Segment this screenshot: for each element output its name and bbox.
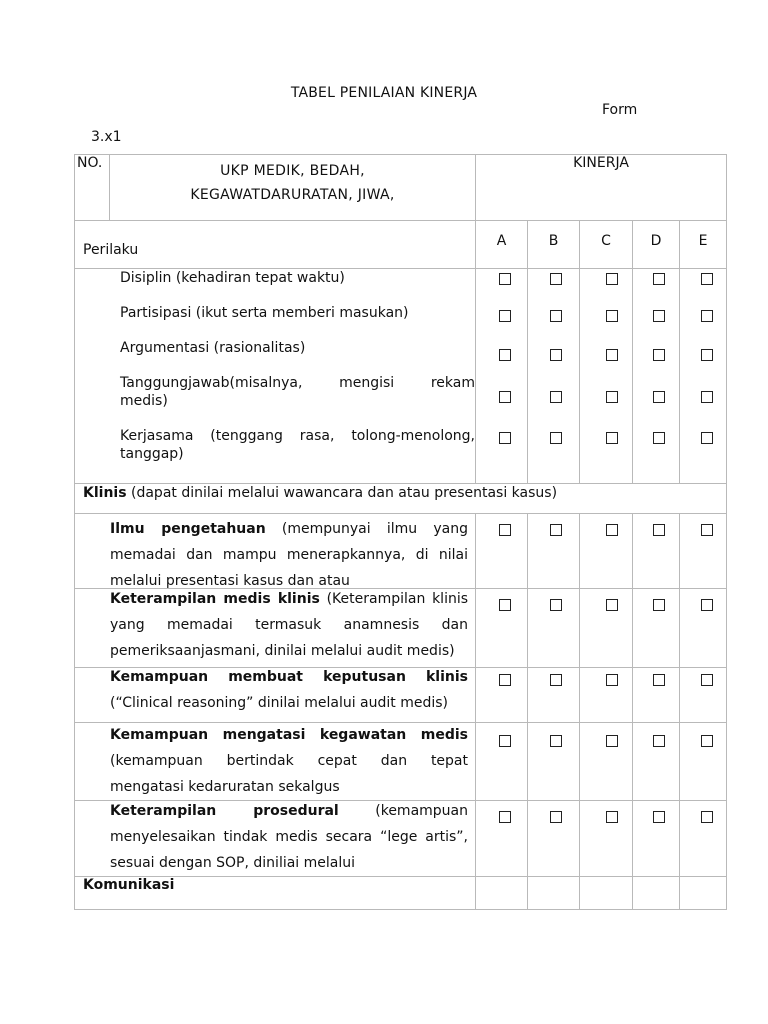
checkbox[interactable] — [550, 524, 562, 536]
perilaku-item-partisipasi: Partisipasi (ikut serta memberi masukan) — [120, 305, 409, 321]
checkbox[interactable] — [606, 432, 618, 444]
form-label: Form — [602, 102, 638, 118]
klinis-row — [75, 484, 727, 514]
perilaku-item-disiplin: Disiplin (kehadiran tepat waktu) — [120, 270, 345, 286]
checkbox[interactable] — [606, 524, 618, 536]
checkbox[interactable] — [606, 273, 618, 285]
perilaku-col-a — [476, 269, 528, 484]
checkbox[interactable] — [701, 391, 713, 403]
perilaku-item-tanggungjawab-cont: medis) — [120, 393, 168, 409]
checkbox[interactable] — [550, 273, 562, 285]
checkbox[interactable] — [701, 310, 713, 322]
criteria-title: Keterampilan medis klinis — [110, 591, 320, 607]
checkbox[interactable] — [550, 432, 562, 444]
checkbox[interactable] — [653, 599, 665, 611]
criteria-text: (Keterampilan klinis yang memadai termasuk anamnesis dan pemeriksaanjasmani, dinilai melalui audit medis) — [110, 591, 469, 659]
criteria-row — [75, 514, 727, 589]
checkbox[interactable] — [499, 391, 511, 403]
table-header-row — [75, 155, 727, 221]
checkbox[interactable] — [550, 735, 562, 747]
grade-e-header: E — [680, 221, 727, 269]
checkbox[interactable] — [606, 349, 618, 361]
checkbox[interactable] — [606, 811, 618, 823]
perilaku-item-tanggungjawab: Tanggungjawab(misalnya, mengisi rekam — [120, 375, 475, 391]
perilaku-col-e — [680, 269, 727, 484]
perilaku-item-kerjasama: Kerjasama (tenggang rasa, tolong-menolong, — [120, 428, 475, 444]
checkbox[interactable] — [499, 674, 511, 686]
checkbox[interactable] — [701, 524, 713, 536]
checkbox[interactable] — [499, 310, 511, 322]
checkbox[interactable] — [606, 735, 618, 747]
grade-c-header: C — [580, 221, 633, 269]
klinis-note: (dapat dinilai melalui wawancara dan atau presentasi kasus) — [131, 485, 558, 501]
grade-a-header: A — [476, 221, 528, 269]
checkbox[interactable] — [701, 599, 713, 611]
checkbox[interactable] — [701, 735, 713, 747]
checkbox[interactable] — [701, 674, 713, 686]
criteria-text: (kemampuan menyelesaikan tindak medis secara “lege artis”, sesuai dengan SOP, diniliai melalui — [110, 803, 468, 871]
kinerja-header: KINERJA — [476, 155, 727, 221]
checkbox[interactable] — [550, 674, 562, 686]
perilaku-row — [75, 221, 727, 269]
checkbox[interactable] — [606, 599, 618, 611]
checkbox[interactable] — [653, 391, 665, 403]
checkbox[interactable] — [550, 310, 562, 322]
category-header — [110, 155, 476, 221]
perilaku-label: Perilaku — [75, 221, 476, 269]
komunikasi-label: Komunikasi — [83, 877, 175, 893]
checkbox[interactable] — [606, 310, 618, 322]
checkbox[interactable] — [653, 310, 665, 322]
checkbox[interactable] — [499, 432, 511, 444]
criteria-row — [75, 668, 727, 723]
criteria-title: Kemampuan mengatasi kegawatan medis — [110, 727, 468, 743]
checkbox[interactable] — [606, 674, 618, 686]
perilaku-item-argumentasi: Argumentasi (rasionalitas) — [120, 340, 306, 356]
checkbox[interactable] — [499, 524, 511, 536]
assessment-table — [74, 154, 727, 910]
komunikasi-row — [75, 877, 727, 910]
checkbox[interactable] — [653, 524, 665, 536]
grade-b-header: B — [528, 221, 580, 269]
klinis-label-cell — [75, 484, 727, 514]
perilaku-col-b — [528, 269, 580, 484]
checkbox[interactable] — [550, 599, 562, 611]
checkbox[interactable] — [499, 811, 511, 823]
checkbox[interactable] — [701, 811, 713, 823]
checkbox[interactable] — [653, 273, 665, 285]
category-header-line-1: UKP MEDIK, BEDAH, — [220, 163, 365, 179]
checkbox[interactable] — [653, 674, 665, 686]
criteria-title: Ilmu pengetahuan — [110, 521, 266, 537]
no-column-header: NO. — [75, 155, 110, 221]
checkbox[interactable] — [550, 811, 562, 823]
criteria-row — [75, 589, 727, 668]
checkbox[interactable] — [499, 599, 511, 611]
perilaku-col-c — [580, 269, 633, 484]
checkbox[interactable] — [653, 349, 665, 361]
criteria-title: Keterampilan prosedural — [110, 803, 339, 819]
klinis-label: Klinis — [83, 485, 127, 501]
checkbox[interactable] — [606, 391, 618, 403]
category-header-line-2: KEGAWATDARURATAN, JIWA, — [190, 187, 395, 203]
criteria-text: (kemampuan bertindak cepat dan tepat mengatasi kedaruratan sekalgus — [110, 753, 468, 795]
checkbox[interactable] — [653, 735, 665, 747]
checkbox[interactable] — [701, 273, 713, 285]
checkbox[interactable] — [499, 735, 511, 747]
criteria-title: Kemampuan membuat keputusan klinis — [110, 669, 468, 685]
checkbox[interactable] — [550, 349, 562, 361]
checkbox[interactable] — [653, 432, 665, 444]
checkbox[interactable] — [653, 811, 665, 823]
checkbox[interactable] — [701, 349, 713, 361]
criteria-row — [75, 723, 727, 801]
perilaku-col-d — [633, 269, 680, 484]
document-number: 3.x1 — [91, 129, 122, 145]
criteria-text: (mempunyai ilmu yang memadai dan mampu menerapkannya, di nilai melalui presentasi kasus dan atau — [110, 521, 468, 589]
criteria-text: (“Clinical reasoning” dinilai melalui audit medis) — [110, 695, 448, 711]
form-title: TABEL PENILAIAN KINERJA — [290, 85, 478, 101]
perilaku-items-row — [75, 269, 727, 484]
grade-d-header: D — [633, 221, 680, 269]
checkbox[interactable] — [499, 273, 511, 285]
checkbox[interactable] — [701, 432, 713, 444]
checkbox[interactable] — [550, 391, 562, 403]
criteria-row — [75, 801, 727, 877]
checkbox[interactable] — [499, 349, 511, 361]
perilaku-item-kerjasama-cont: tanggap) — [120, 446, 184, 462]
perilaku-items-cell — [75, 269, 476, 484]
